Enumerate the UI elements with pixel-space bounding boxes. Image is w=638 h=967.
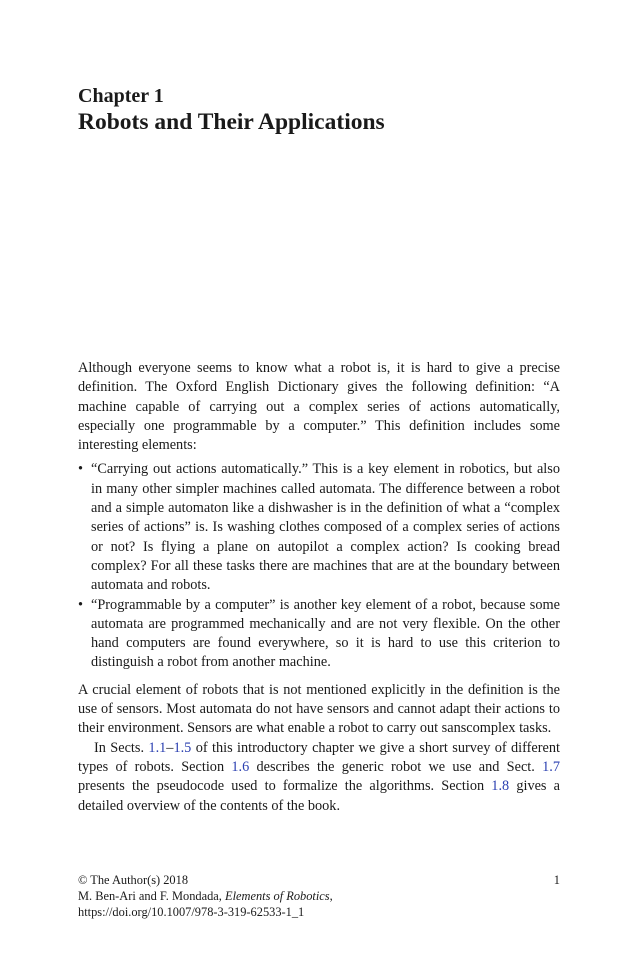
page-footer (78, 872, 560, 921)
bullet-icon: • (78, 596, 84, 613)
chapter-body (78, 359, 560, 816)
doi-link[interactable]: https://doi.org/10.1007/978-3-319-62533-1_1 (78, 905, 305, 920)
overview-paragraph (78, 739, 560, 816)
citation-comma: , (329, 889, 333, 904)
sensors-paragraph: A crucial element of robots that is not mentioned explicitly in the definition is the use of sensors. Most automata do not have sensors and cannot adapt their actions to their environment. Sensors are what enable a robot to carry out sanscomplex tasks. (78, 681, 560, 737)
list-item-text: “Carrying out actions automatically.” This is a key element in robotics, but also in many other simpler machines called automata. The difference between a robot and a simple automaton like a dishwasher is in the definition of what a “complex series of actions” is. Is washing clothes composed of a complex series of actions or not? Is flying a plane on autopilot a complex action? Is cooking bread complex? For all these tasks there are machines that are at the boundary between automata and robots. (91, 461, 560, 594)
citation-book-title: Elements of Robotics (225, 889, 330, 904)
section-link-1-6[interactable]: 1.6 (231, 758, 250, 775)
range-dash: – (166, 739, 174, 756)
overview-text-1: In Sects. (94, 739, 149, 756)
page-number: 1 (553, 873, 560, 887)
overview-text-4: presents the pseudocode used to formalize the algorithms. Section (78, 778, 492, 795)
intro-paragraph: Although everyone seems to know what a robot is, it is hard to give a precise definition. The Oxford English Dictionary gives the following definition: “A machine capable of carrying out a complex series of actions automatically, especially one programmable by a computer.” This definition includes some interesting elements: (78, 360, 560, 454)
citation-authors: M. Ben-Ari and F. Mondada, (78, 889, 225, 904)
copyright-notice: © The Author(s) 2018 (78, 873, 189, 887)
overview-text-3: describes the generic robot we use and Sect. (249, 758, 543, 775)
section-link-1-1[interactable]: 1.1 (148, 739, 167, 756)
chapter-label: Chapter 1 (78, 85, 164, 107)
overview-text-5: gives a detailed overview of the contents of the book. (78, 778, 560, 814)
section-link-1-8[interactable]: 1.8 (491, 778, 510, 795)
citation-line (78, 888, 560, 904)
bullet-icon: • (78, 461, 84, 478)
overview-text-2: of this introductory chapter we give a short survey of different types of robots. Section (78, 739, 560, 775)
list-item-text: “Programmable by a computer” is another key element of a robot, because some automata are programmed mechanically and are not very flexible. On the other hand computers are found everywhere, so it is hard to use this criterion to distinguish a robot from another machine. (91, 596, 560, 671)
section-link-1-7[interactable]: 1.7 (542, 758, 560, 775)
definition-elements-list (78, 460, 560, 672)
chapter-title: Robots and Their Applications (78, 109, 385, 135)
list-item (78, 460, 560, 595)
section-link-1-5[interactable]: 1.5 (173, 739, 192, 756)
list-item (78, 596, 560, 673)
